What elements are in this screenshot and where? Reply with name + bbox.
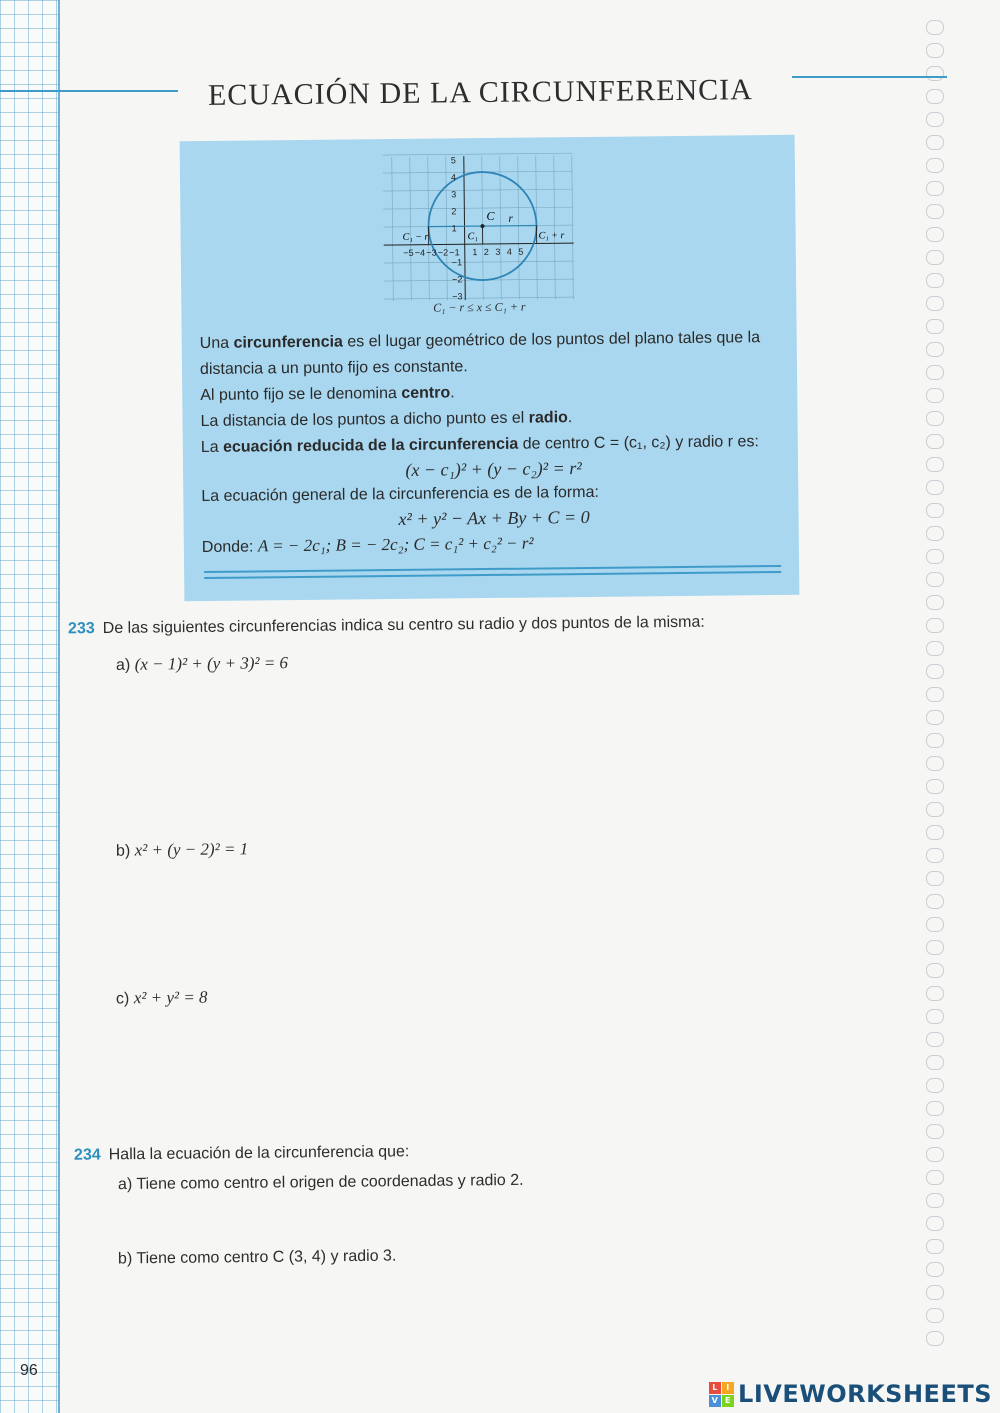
exercise-234-item-b: b) Tiene como centro C (3, 4) y radio 3. [117,1247,397,1268]
binder-hole [926,549,944,564]
title-rule-left [0,90,178,92]
binder-hole [926,1216,944,1231]
binder-hole [926,641,944,656]
binder-hole [926,526,944,541]
radius-paragraph: La distancia de los puntos a dicho punto es el radio. [200,408,573,430]
exercise-233-item-c: c) x² + y² = 8 [115,987,208,1008]
binder-hole [926,963,944,978]
binder-hole [926,20,944,35]
exercise-233-item-b: b) x² + (y − 2)² = 1 [115,839,249,860]
grid-line-vertical [572,155,574,299]
exercise-234-item-a: a) Tiene como centro el origen de coordenadas y radio 2. [117,1171,524,1194]
label-c1-plus-r: C₁ + r [538,230,565,242]
y-tick-label: 2 [451,206,457,217]
binder-hole [926,43,944,58]
binder-hole [926,411,944,426]
binder-hole [926,227,944,242]
y-tick-label: −2 [452,274,463,285]
graph-caption: C₁ − r ≤ x ≤ C₁ + r [433,299,526,315]
grid-line-vertical [500,156,502,300]
binder-hole [926,1262,944,1277]
binder-hole [926,664,944,679]
binder-hole [926,204,944,219]
binder-holes [916,20,952,1350]
grid-line-vertical [518,156,520,300]
binder-hole [926,388,944,403]
liveworksheets-brand [709,1380,992,1408]
binder-hole [926,1147,944,1162]
binder-hole [926,756,944,771]
x-tick-label: 5 [518,246,524,257]
exercise-number: 233 [67,620,95,638]
grid-line-vertical [392,157,394,301]
binder-hole [926,572,944,587]
binder-hole [926,848,944,863]
exercise-233 [68,614,705,639]
x-tick-label: −1 [449,247,460,258]
y-tick-label: −1 [451,257,463,268]
y-tick-label: 5 [450,155,456,166]
binder-hole [926,112,944,127]
binder-hole [926,365,944,380]
binder-hole [926,1032,944,1047]
grid-line-vertical [554,155,556,299]
x-axis [384,243,574,245]
binder-hole [926,1331,944,1346]
binder-hole [926,1101,944,1116]
liveworksheets-logo: L I V E [709,1382,734,1407]
binder-hole [926,802,944,817]
binder-hole [926,595,944,610]
x-tick-label: −2 [437,247,449,258]
binder-hole [926,250,944,265]
label-c1-minus-r: C₁ − r [402,231,429,243]
binder-hole [926,825,944,840]
binder-hole [926,779,944,794]
binder-hole [926,480,944,495]
reduced-equation-formula: (x − c₁)² + (y − c₂)² = r² [405,457,582,480]
y-tick-label: 3 [451,189,457,200]
binder-hole [926,687,944,702]
grid-line-vertical [410,157,412,301]
x-tick-label: 1 [472,247,478,258]
x-tick-label: 4 [506,246,512,257]
exercise-statement: De las siguientes circunferencias indica su centro su radio y dos puntos de la misma: [102,613,705,637]
binder-hole [926,1078,944,1093]
binder-hole [926,1124,944,1139]
binder-hole [926,273,944,288]
binder-hole [926,1239,944,1254]
graph-svg [378,149,590,301]
grid-line-horizontal [383,189,573,191]
exercise-234 [74,1143,409,1165]
label-c: C [486,208,495,224]
binder-hole [926,135,944,150]
x-tick-label: −3 [426,247,437,258]
binder-hole [926,1170,944,1185]
binder-hole [926,1193,944,1208]
y-axis [464,156,466,300]
binder-hole [926,733,944,748]
label-r: r [508,212,513,225]
binder-hole [926,503,944,518]
grid-line-vertical [446,156,448,300]
grid-line-horizontal [384,261,574,263]
y-tick-label: −3 [452,291,463,302]
binder-hole [926,1009,944,1024]
binder-hole [926,871,944,886]
theory-box [180,135,800,601]
exercise-number: 234 [73,1146,101,1164]
binder-hole [926,986,944,1001]
binder-hole [926,457,944,472]
binder-hole [926,1055,944,1070]
binder-hole [926,319,944,334]
reduced-equation-paragraph: La ecuación reducida de la circunferencia de centro C = (c₁, c₂) y radio r es: [200,432,759,456]
x-tick-label: 3 [495,246,501,257]
grid-line-horizontal [383,207,573,209]
theory-text [200,325,787,561]
circle-graph [378,149,590,323]
page-title: ECUACIÓN DE LA CIRCUNFERENCIA [207,73,754,112]
binder-hole [926,917,944,932]
label-c1: C₁ [467,231,478,243]
binder-hole [926,66,944,81]
binder-hole [926,296,944,311]
x-tick-label: −5 [403,247,414,258]
binder-hole [926,710,944,725]
grid-line-horizontal [383,153,573,155]
exercise-233-item-a: a) (x − 1)² + (y + 3)² = 6 [115,653,289,674]
binder-hole [926,894,944,909]
binder-hole [926,434,944,449]
title-rule-right [792,76,947,78]
binder-hole [926,158,944,173]
exercise-statement: Halla la ecuación de la circunferencia que: [108,1143,410,1164]
y-tick-label: 4 [450,172,457,183]
margin-grid [0,0,60,1413]
x-tick-label: −4 [414,247,426,258]
binder-hole [926,1285,944,1300]
binder-hole [926,940,944,955]
binder-hole [926,181,944,196]
brand-text: LIVEWORKSHEETS [738,1380,992,1408]
binder-hole [926,342,944,357]
box-rule-bottom [204,571,781,579]
binder-hole [926,618,944,633]
center-paragraph: Al punto fijo se le denomina centro. [200,384,455,404]
page-number: 96 [20,1362,38,1379]
x-tick-label: 2 [483,247,489,258]
binder-hole [926,1308,944,1323]
definition-paragraph: Una circunferencia es el lugar geométrico de los puntos del plano tales que la distancia a un punto fijo es constante. [199,329,761,378]
general-equation-paragraph: La ecuación general de la circunferencia es de la forma: [201,483,599,505]
general-equation-formula: x² + y² − Ax + By + C = 0 [398,506,590,529]
binder-hole [926,89,944,104]
y-tick-label: 1 [451,223,457,234]
coefficients-paragraph: Donde: A = − 2c₁; B = − 2c₂; C = c₁² + c₂² − r² [201,533,534,557]
